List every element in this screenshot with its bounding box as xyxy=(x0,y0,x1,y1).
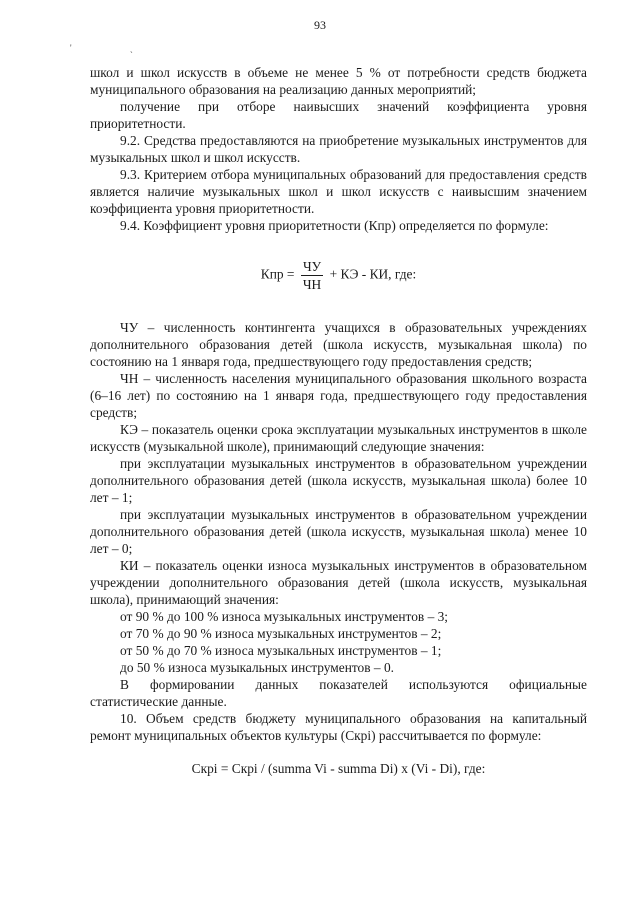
formula-priority-coefficient xyxy=(90,258,587,293)
definition: до 50 % износа музыкальных инструментов – 0. xyxy=(120,660,394,675)
definition: при эксплуатации музыкальных инструментов в образовательном учреждении дополнительного образования детей (школа искусств, музыкальная школа) менее 10 лет – 0; xyxy=(90,507,587,556)
formula-denominator: ЧН xyxy=(302,277,322,292)
formula-lhs: Кпр = xyxy=(260,266,295,282)
definition: ЧУ – численность контингента учащихся в образовательных учреждениях дополнительного образования детей (школа искусств, музыкальная школа) по состоянию на 1 января года, предшествующего году предоставления средств; xyxy=(90,320,587,369)
document-body xyxy=(90,64,587,777)
definition: от 70 % до 90 % износа музыкальных инструментов – 2; xyxy=(120,626,442,641)
definition: 10. Объем средств бюджету муниципального образования на капитальный ремонт муниципальных объектов культуры (Скрi) рассчитывается по формуле: xyxy=(90,711,587,743)
paragraph: 9.4. Коэффициент уровня приоритетности (Кпр) определяется по формуле: xyxy=(120,218,549,233)
definition: КИ – показатель оценки износа музыкальных инструментов в образовательном учреждении дополнительного образования детей (школа искусств, музыкальная школа), принимающий значения: xyxy=(90,558,587,607)
formula-numerator: ЧУ xyxy=(302,259,322,274)
formula-fraction xyxy=(301,258,323,293)
definition: при эксплуатации музыкальных инструментов в образовательном учреждении дополнительного образования детей (школа искусств, музыкальная школа) более 10 лет – 1; xyxy=(90,456,587,505)
definition: от 50 % до 70 % износа музыкальных инструментов – 1; xyxy=(120,643,442,658)
scan-specks: ' ˎ xyxy=(70,43,161,53)
formula-repair-funds: Скрi = Скрi / (summa Vi - summa Di) x (Vi - Di), где: xyxy=(191,761,486,776)
definition: КЭ – показатель оценки срока эксплуатации музыкальных инструментов в школе искусств (музыкальной школе), принимающий следующие значения: xyxy=(90,422,587,454)
formula-rhs: + КЭ - КИ, где: xyxy=(329,266,417,282)
definition: В формировании данных показателей используются официальные статистические данные. xyxy=(90,677,587,709)
page-number: 93 xyxy=(314,18,326,32)
paragraph: получение при отборе наивысших значений коэффициента уровня приоритетности. xyxy=(90,99,587,131)
definition: от 90 % до 100 % износа музыкальных инструментов – 3; xyxy=(120,609,449,624)
paragraph: школ и школ искусств в объеме не менее 5 % от потребности средств бюджета муниципального образования на реализацию данных мероприятий; xyxy=(90,65,587,97)
paragraph: 9.2. Средства предоставляются на приобретение музыкальных инструментов для музыкальных школ и школ искусств. xyxy=(90,133,587,165)
paragraph: 9.3. Критерием отбора муниципальных образований для предоставления средств является наличие музыкальных школ и школ искусств с наивысшим значением коэффициента уровня приоритетности. xyxy=(90,167,587,216)
definition: ЧН – численность населения муниципального образования школьного возраста (6–16 лет) по состоянию на 1 января года, предшествующего году предоставления средств; xyxy=(90,371,587,420)
